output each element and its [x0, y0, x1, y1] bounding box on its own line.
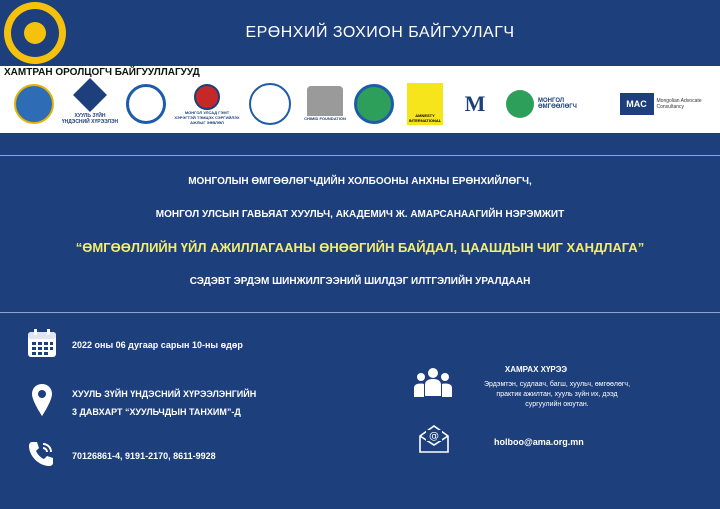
audience-title: ХАМРАХ ХҮРЭЭ	[504, 365, 568, 374]
event-line-4: СЭДЭВТ ЭРДЭМ ШИНЖИЛГЭЭНИЙ ШИЛДЭГ ИЛТГЭЛИЙН УРАЛДААН	[189, 276, 531, 287]
event-line-2: МОНГОЛ УЛСЫН ГАВЬЯАТ ХУУЛЬЧ, АКАДЕМИЧ Ж. АМАРСАНААГИЙН НЭРЭМЖИТ	[155, 209, 565, 220]
candle-icon	[405, 82, 445, 126]
white-band	[0, 130, 720, 133]
m-logo-icon: M	[464, 91, 486, 116]
email-envelope-icon	[418, 424, 450, 459]
globe-logo-icon	[502, 82, 602, 126]
divider	[0, 312, 720, 313]
organizer-title: ЕРӨНХИЙ ЗОХИОН БАЙГУУЛАГЧ	[245, 24, 515, 41]
partner-label: Mongolian Advocate Consultancy	[656, 98, 702, 110]
partners-title: ХАМТРАН ОРОЛЦОГЧ БАЙГУУЛЛАГУУД	[4, 67, 200, 78]
partners-strip	[0, 66, 720, 130]
divider	[0, 155, 720, 156]
law-school-emblem-icon	[60, 82, 120, 126]
svg-text:@: @	[429, 431, 439, 442]
building-emblem-icon	[124, 82, 168, 126]
event-line-1: МОНГОЛЫН ӨМГӨӨЛӨГЧДИЙН ХОЛБООНЫ АНХНЫ ЕРӨНХИЙЛӨГЧ,	[188, 176, 532, 187]
phone-numbers: 70126861-4, 9191-2170, 8611-9928	[72, 451, 216, 461]
venue-line-2: 3 ДАВХАРТ “ХУУЛЬЧДЫН ТАНХИМ”-Д	[72, 407, 241, 417]
event-headline: “ӨМГӨӨЛЛИЙН ҮЙЛ АЖИЛЛАГААНЫ ӨНӨӨГИЙН БАЙДАЛ, ЦААШДЫН ЧИГ ХАНДЛАГА”	[75, 240, 645, 255]
partner-label: МОНГОЛ УЛСАД ГЭМТ ХЭРЭГТЭЙ ТЭМЦЭХ СЭРГИЙЛЭХ АЖЛЫГ ЗӨВЛӨЛ	[174, 109, 240, 125]
main-logo	[4, 2, 66, 64]
logo-emblem-icon	[24, 22, 46, 44]
email-link[interactable]: holboo@ama.org.mn	[494, 437, 584, 447]
mongolia-emblem-icon	[174, 82, 240, 126]
partner-label: МОНГОЛ ӨМГӨӨЛӨГЧ	[538, 98, 577, 110]
audience-description: Эрдэмтэн, судлаач, багш, хуульч, өмгөөлөгч, практик ажилтан, хууль зүйн их, дээд сургуулийн оюутан.	[483, 381, 631, 408]
justice-emblem-icon	[246, 82, 294, 126]
partner-label: ХУУЛЬ ЗҮЙН ҮНДЭСНИЙ ХҮРЭЭЛЭН	[61, 113, 119, 125]
mac-logo-icon: MAC Mongolian Advocate Consultancy	[618, 82, 716, 126]
partner-label: CHIMID FOUNDATION	[304, 116, 346, 121]
phone-icon	[27, 440, 55, 473]
round-seal-icon	[352, 82, 396, 126]
location-pin-icon	[32, 384, 52, 421]
partner-label: AMNESTY INTERNATIONAL	[408, 113, 442, 123]
people-group-icon	[412, 366, 454, 405]
calendar-icon	[27, 328, 57, 363]
header	[0, 0, 720, 66]
scales-emblem-icon	[12, 82, 56, 126]
venue-line-1: ХУУЛЬ ЗҮЙН ҮНДЭСНИЙ ХҮРЭЭЛЭНГИЙН	[72, 389, 257, 399]
event-date: 2022 оны 06 дугаар сарын 10-ны өдөр	[72, 340, 243, 350]
portrait-icon	[300, 82, 350, 126]
